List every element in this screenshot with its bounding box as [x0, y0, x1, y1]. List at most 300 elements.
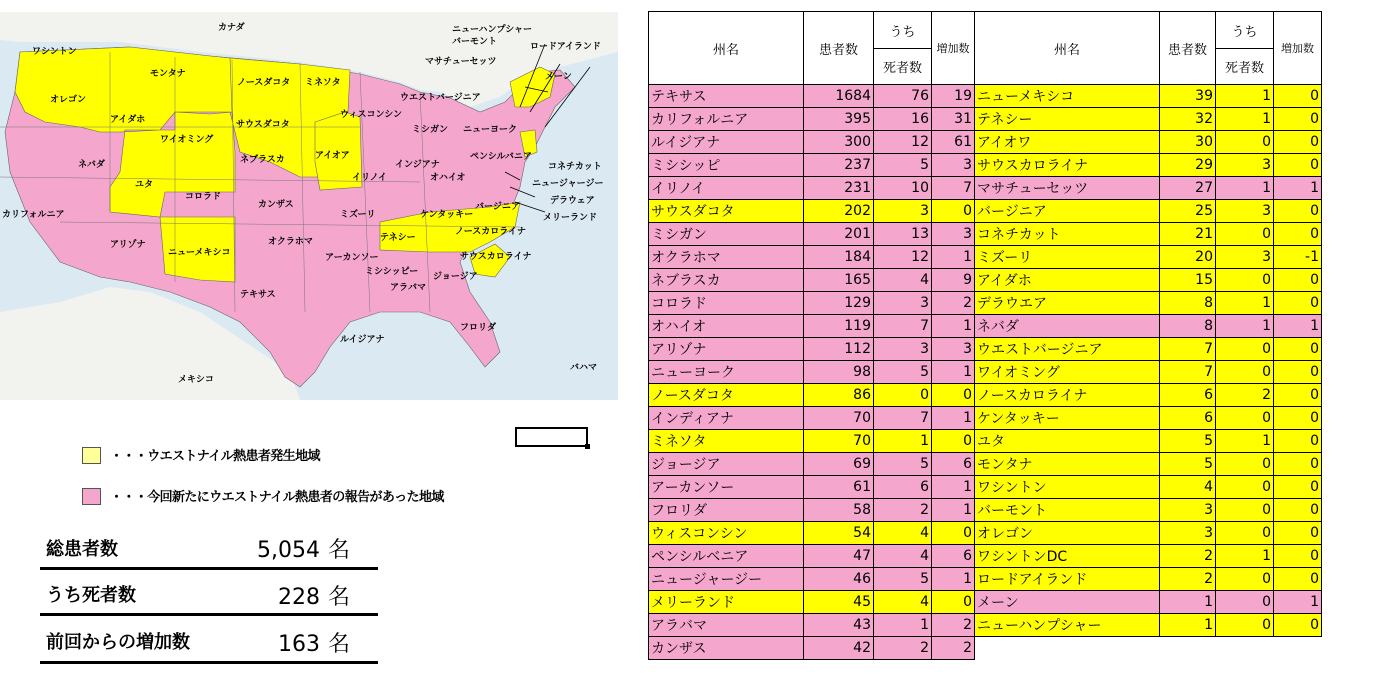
label-vermont: バーモント	[452, 37, 498, 47]
summary-line-3	[40, 661, 378, 664]
right-increase-cell: 1	[1274, 315, 1322, 338]
left-patients-cell: 58	[804, 499, 874, 522]
table-row	[649, 614, 1322, 637]
right-increase-cell: 0	[1274, 292, 1322, 315]
right-increase-cell: 0	[1274, 453, 1322, 476]
empty-box	[515, 427, 588, 447]
left-increase-cell: 1	[932, 315, 975, 338]
left-patients-cell: 119	[804, 315, 874, 338]
right-increase-cell: 0	[1274, 545, 1322, 568]
right-state-cell: サウスカロライナ	[975, 154, 1160, 177]
left-patients-cell: 184	[804, 246, 874, 269]
right-deaths-cell: 1	[1216, 177, 1274, 200]
left-deaths-cell: 7	[874, 407, 932, 430]
right-increase-cell: 0	[1274, 361, 1322, 384]
right-deaths-cell: 1	[1216, 292, 1274, 315]
label-illinois: イリノイ	[352, 173, 387, 183]
summary-total-label: 総患者数	[46, 539, 118, 560]
left-patients-cell: 47	[804, 545, 874, 568]
left-patients-cell: 69	[804, 453, 874, 476]
right-patients-cell: 6	[1160, 407, 1216, 430]
label-oregon: オレゴン	[50, 95, 87, 105]
right-state-cell: ニューメキシコ	[975, 85, 1160, 108]
right-patients-cell: 5	[1160, 430, 1216, 453]
table-row	[649, 568, 1322, 591]
label-ohio: オハイオ	[430, 173, 466, 183]
label-new-york: ニューヨーク	[463, 125, 518, 135]
left-increase-cell: 2	[932, 614, 975, 637]
left-patients-cell: 231	[804, 177, 874, 200]
right-patients-cell: 27	[1160, 177, 1216, 200]
right-deaths-cell: 0	[1216, 453, 1274, 476]
header-increase: 増加数	[932, 12, 975, 85]
right-patients-cell: 5	[1160, 453, 1216, 476]
left-deaths-cell: 4	[874, 269, 932, 292]
right-state-cell: ワイオミング	[975, 361, 1160, 384]
left-increase-cell: 6	[932, 545, 975, 568]
left-patients-cell: 43	[804, 614, 874, 637]
label-minnesota: ミネソタ	[305, 78, 341, 88]
right-deaths-cell: 0	[1216, 568, 1274, 591]
left-deaths-cell: 6	[874, 476, 932, 499]
label-massachusetts: マサチューセッツ	[425, 57, 497, 67]
left-patients-cell: 300	[804, 131, 874, 154]
left-state-cell: イリノイ	[649, 177, 804, 200]
left-increase-cell: 2	[932, 637, 975, 660]
left-increase-cell: 0	[932, 591, 975, 614]
left-state-cell: ジョージア	[649, 453, 804, 476]
label-bahamas: バハマ	[570, 363, 598, 373]
left-deaths-cell: 0	[874, 384, 932, 407]
summary-total-unit: 名	[327, 538, 350, 563]
label-alabama: アラバマ	[390, 283, 427, 293]
table-body	[649, 85, 1322, 660]
label-louisiana: ルイジアナ	[340, 335, 385, 345]
right-patients-cell: 21	[1160, 223, 1216, 246]
right-state-cell: コネチカット	[975, 223, 1160, 246]
right-patients-cell: 7	[1160, 338, 1216, 361]
right-state-cell: アイダホ	[975, 269, 1160, 292]
table-row	[649, 223, 1322, 246]
summary-increase-label: 前回からの増加数	[46, 632, 190, 653]
left-state-cell: コロラド	[649, 292, 804, 315]
summary-deaths-value	[240, 580, 350, 611]
label-north-dakota: ノースダコタ	[237, 78, 291, 88]
left-state-cell: ペンシルベニア	[649, 545, 804, 568]
left-patients-cell: 70	[804, 430, 874, 453]
right-deaths-cell: 1	[1216, 85, 1274, 108]
label-pennsylvania: ペンシルバニア	[470, 152, 532, 162]
left-state-cell: アリゾナ	[649, 338, 804, 361]
right-increase-cell: 0	[1274, 499, 1322, 522]
left-deaths-cell: 16	[874, 108, 932, 131]
left-patients-cell: 165	[804, 269, 874, 292]
empty-cell	[1160, 637, 1216, 660]
cases-table	[648, 11, 1322, 660]
label-georgia: ジョージア	[433, 272, 478, 282]
right-patients-cell: 8	[1160, 292, 1216, 315]
left-increase-cell: 1	[932, 246, 975, 269]
right-patients-cell: 4	[1160, 476, 1216, 499]
left-patients-cell: 45	[804, 591, 874, 614]
left-increase-cell: 19	[932, 85, 975, 108]
right-patients-cell: 3	[1160, 499, 1216, 522]
right-deaths-cell: 0	[1216, 499, 1274, 522]
right-state-cell: バーモント	[975, 499, 1160, 522]
summary-increase-value	[240, 627, 350, 658]
label-indiana: インジアナ	[395, 160, 440, 170]
right-state-cell: ユタ	[975, 430, 1160, 453]
label-colorado: コロラド	[185, 192, 222, 202]
legend-swatch-reported	[82, 447, 101, 464]
left-state-cell: アラバマ	[649, 614, 804, 637]
table-row	[649, 108, 1322, 131]
left-increase-cell: 31	[932, 108, 975, 131]
table-row	[649, 154, 1322, 177]
right-deaths-cell: 3	[1216, 246, 1274, 269]
label-delaware: デラウェア	[550, 196, 595, 206]
label-maryland: メリーランド	[543, 213, 598, 223]
right-increase-cell: 0	[1274, 476, 1322, 499]
summary-total-value	[240, 533, 350, 564]
legend-reported-text: ・・・ウエストナイル熱患者発生地域	[110, 449, 320, 464]
table-row	[649, 637, 1322, 660]
summary-deaths-number: 228	[277, 585, 320, 610]
left-increase-cell: 3	[932, 154, 975, 177]
right-patients-cell: 1	[1160, 591, 1216, 614]
left-deaths-cell: 12	[874, 246, 932, 269]
label-south-dakota: サウスダコタ	[236, 120, 290, 130]
table-row	[649, 177, 1322, 200]
right-increase-cell: 0	[1274, 108, 1322, 131]
left-deaths-cell: 5	[874, 154, 932, 177]
us-map	[0, 12, 618, 400]
right-patients-cell: 6	[1160, 384, 1216, 407]
right-state-cell: ワシントンDC	[975, 545, 1160, 568]
right-deaths-cell: 0	[1216, 269, 1274, 292]
label-idaho: アイダホ	[110, 115, 146, 125]
left-deaths-cell: 4	[874, 522, 932, 545]
right-deaths-cell: 0	[1216, 131, 1274, 154]
table-row	[649, 338, 1322, 361]
left-increase-cell: 1	[932, 361, 975, 384]
left-increase-cell: 0	[932, 430, 975, 453]
table-row	[649, 522, 1322, 545]
right-deaths-cell: 1	[1216, 315, 1274, 338]
legend-swatch-new	[82, 488, 101, 505]
label-virginia: バージニア	[475, 202, 520, 212]
right-deaths-cell: 0	[1216, 591, 1274, 614]
label-kansas: カンザス	[258, 200, 294, 210]
left-state-cell: フロリダ	[649, 499, 804, 522]
left-increase-cell: 0	[932, 200, 975, 223]
right-state-cell: マサチューセッツ	[975, 177, 1160, 200]
right-patients-cell: 2	[1160, 568, 1216, 591]
right-patients-cell: 32	[1160, 108, 1216, 131]
summary-total-number: 5,054	[257, 538, 320, 563]
left-state-cell: ニュージャージー	[649, 568, 804, 591]
table-row	[649, 591, 1322, 614]
left-increase-cell: 9	[932, 269, 975, 292]
table-row	[649, 384, 1322, 407]
right-increase-cell: 0	[1274, 384, 1322, 407]
right-increase-cell: 0	[1274, 85, 1322, 108]
left-patients-cell: 202	[804, 200, 874, 223]
left-patients-cell: 201	[804, 223, 874, 246]
left-increase-cell: 2	[932, 292, 975, 315]
left-state-cell: ネブラスカ	[649, 269, 804, 292]
left-patients-cell: 129	[804, 292, 874, 315]
left-deaths-cell: 10	[874, 177, 932, 200]
right-patients-cell: 8	[1160, 315, 1216, 338]
left-patients-cell: 61	[804, 476, 874, 499]
right-deaths-cell: 3	[1216, 200, 1274, 223]
right-increase-cell: 1	[1274, 177, 1322, 200]
left-deaths-cell: 1	[874, 614, 932, 637]
label-arizona: アリゾナ	[110, 240, 146, 250]
label-oklahoma: オクラホマ	[268, 237, 313, 247]
header-deaths-2: 死者数	[1216, 49, 1274, 85]
left-deaths-cell: 1	[874, 430, 932, 453]
left-patients-cell: 395	[804, 108, 874, 131]
left-patients-cell: 86	[804, 384, 874, 407]
table-row	[649, 131, 1322, 154]
header-patients: 患者数	[804, 12, 874, 85]
right-patients-cell: 2	[1160, 545, 1216, 568]
label-nevada: ネバダ	[78, 160, 105, 170]
left-deaths-cell: 5	[874, 453, 932, 476]
label-rhode-island: ロードアイランド	[530, 42, 601, 52]
right-state-cell: テネシー	[975, 108, 1160, 131]
right-increase-cell: 0	[1274, 269, 1322, 292]
right-state-cell: ミズーリ	[975, 246, 1160, 269]
left-state-cell: メリーランド	[649, 591, 804, 614]
right-patients-cell: 25	[1160, 200, 1216, 223]
table-row	[649, 246, 1322, 269]
right-state-cell: メーン	[975, 591, 1160, 614]
table-row	[649, 85, 1322, 108]
left-state-cell: ニューヨーク	[649, 361, 804, 384]
left-deaths-cell: 2	[874, 637, 932, 660]
legend-new-text: ・・・今回新たにウエストナイル熱患者の報告があった地域	[110, 490, 444, 505]
left-patients-cell: 98	[804, 361, 874, 384]
label-iowa: アイオア	[315, 151, 350, 161]
left-deaths-cell: 12	[874, 131, 932, 154]
right-deaths-cell: 3	[1216, 154, 1274, 177]
label-new-jersey: ニュージャージー	[532, 179, 604, 189]
right-increase-cell: 0	[1274, 154, 1322, 177]
left-state-cell: ミシシッピ	[649, 154, 804, 177]
table-row	[649, 269, 1322, 292]
right-deaths-cell: 2	[1216, 384, 1274, 407]
right-increase-cell: 0	[1274, 568, 1322, 591]
right-state-cell: モンタナ	[975, 453, 1160, 476]
label-mississippi: ミシシッピー	[365, 267, 419, 277]
left-increase-cell: 61	[932, 131, 975, 154]
left-increase-cell: 3	[932, 338, 975, 361]
right-patients-cell: 30	[1160, 131, 1216, 154]
empty-cell	[975, 637, 1160, 660]
left-deaths-cell: 4	[874, 545, 932, 568]
label-connecticut: コネチカット	[548, 162, 602, 172]
label-texas: テキサス	[240, 290, 276, 300]
label-florida: フロリダ	[460, 323, 497, 333]
right-state-cell: デラウエア	[975, 292, 1160, 315]
left-state-cell: インディアナ	[649, 407, 804, 430]
left-patients-cell: 112	[804, 338, 874, 361]
label-california: カリフォルニア	[2, 210, 65, 220]
label-tennessee: テネシー	[380, 233, 416, 243]
table-row	[649, 315, 1322, 338]
left-deaths-cell: 13	[874, 223, 932, 246]
left-deaths-cell: 3	[874, 338, 932, 361]
left-increase-cell: 0	[932, 522, 975, 545]
right-increase-cell: 0	[1274, 614, 1322, 637]
right-increase-cell: -1	[1274, 246, 1322, 269]
label-wyoming: ワイオミング	[160, 135, 214, 145]
header-state-2: 州名	[975, 12, 1160, 85]
summary-deaths-label: うち死者数	[46, 585, 136, 606]
right-deaths-cell: 1	[1216, 545, 1274, 568]
left-deaths-cell: 3	[874, 292, 932, 315]
label-mexico: メキシコ	[178, 375, 214, 385]
summary-line-2	[40, 613, 378, 616]
right-deaths-cell: 0	[1216, 338, 1274, 361]
table-row	[649, 476, 1322, 499]
empty-cell	[1274, 637, 1322, 660]
table-row	[649, 430, 1322, 453]
right-state-cell: ネバダ	[975, 315, 1160, 338]
right-increase-cell: 0	[1274, 407, 1322, 430]
right-patients-cell: 29	[1160, 154, 1216, 177]
right-state-cell: ウエストバージニア	[975, 338, 1160, 361]
right-increase-cell: 0	[1274, 200, 1322, 223]
label-missouri: ミズーリ	[340, 210, 376, 220]
table-row	[649, 200, 1322, 223]
left-increase-cell: 7	[932, 177, 975, 200]
left-state-cell: アーカンソー	[649, 476, 804, 499]
right-patients-cell: 1	[1160, 614, 1216, 637]
label-west-virginia: ウエストバージニア	[400, 93, 481, 103]
left-state-cell: ウィスコンシン	[649, 522, 804, 545]
summary-increase-number: 163	[277, 632, 320, 657]
left-deaths-cell: 5	[874, 568, 932, 591]
right-patients-cell: 20	[1160, 246, 1216, 269]
left-state-cell: テキサス	[649, 85, 804, 108]
header-increase-2: 増加数	[1274, 12, 1322, 85]
label-south-carolina: サウスカロライナ	[460, 252, 532, 262]
table-row	[649, 361, 1322, 384]
table-header	[649, 12, 1322, 85]
left-increase-cell: 1	[932, 499, 975, 522]
left-deaths-cell: 2	[874, 499, 932, 522]
label-maine: メーン	[545, 72, 572, 82]
right-patients-cell: 7	[1160, 361, 1216, 384]
right-deaths-cell: 1	[1216, 430, 1274, 453]
empty-cell	[1216, 637, 1274, 660]
left-deaths-cell: 5	[874, 361, 932, 384]
left-patients-cell: 42	[804, 637, 874, 660]
left-deaths-cell: 3	[874, 200, 932, 223]
right-increase-cell: 1	[1274, 591, 1322, 614]
right-increase-cell: 0	[1274, 338, 1322, 361]
right-state-cell: オレゴン	[975, 522, 1160, 545]
table-row	[649, 499, 1322, 522]
table-row	[649, 545, 1322, 568]
left-increase-cell: 1	[932, 407, 975, 430]
right-increase-cell: 0	[1274, 223, 1322, 246]
left-increase-cell: 6	[932, 453, 975, 476]
right-state-cell: ノースカロライナ	[975, 384, 1160, 407]
right-state-cell: ロードアイランド	[975, 568, 1160, 591]
right-deaths-cell: 1	[1216, 108, 1274, 131]
left-increase-cell: 0	[932, 384, 975, 407]
right-patients-cell: 15	[1160, 269, 1216, 292]
right-increase-cell: 0	[1274, 131, 1322, 154]
header-of-which-2: うち	[1216, 12, 1274, 49]
right-state-cell: ニューハンプシャー	[975, 614, 1160, 637]
right-patients-cell: 39	[1160, 85, 1216, 108]
label-washington: ワシントン	[32, 47, 77, 57]
right-deaths-cell: 0	[1216, 522, 1274, 545]
left-patients-cell: 54	[804, 522, 874, 545]
summary-deaths-unit: 名	[327, 585, 350, 610]
label-kentucky: ケンタッキー	[420, 210, 474, 220]
right-state-cell: アイオワ	[975, 131, 1160, 154]
label-montana: モンタナ	[150, 69, 186, 79]
right-deaths-cell: 0	[1216, 223, 1274, 246]
left-patients-cell: 237	[804, 154, 874, 177]
right-increase-cell: 0	[1274, 430, 1322, 453]
left-deaths-cell: 76	[874, 85, 932, 108]
right-patients-cell: 3	[1160, 522, 1216, 545]
left-state-cell: オクラホマ	[649, 246, 804, 269]
label-wisconsin: ウィスコンシン	[340, 110, 403, 120]
table-row	[649, 407, 1322, 430]
label-arkansas: アーカンソー	[325, 253, 379, 263]
left-patients-cell: 46	[804, 568, 874, 591]
left-state-cell: サウスダコタ	[649, 200, 804, 223]
summary-line-1	[40, 567, 378, 570]
label-north-carolina: ノースカロライナ	[455, 227, 527, 237]
left-increase-cell: 3	[932, 223, 975, 246]
left-deaths-cell: 4	[874, 591, 932, 614]
label-michigan: ミシガン	[412, 125, 449, 135]
table-row	[649, 292, 1322, 315]
left-state-cell: ルイジアナ	[649, 131, 804, 154]
right-increase-cell: 0	[1274, 522, 1322, 545]
label-nebraska: ネブラスカ	[240, 155, 285, 165]
header-patients-2: 患者数	[1160, 12, 1216, 85]
label-new-mexico: ニューメキシコ	[168, 248, 231, 258]
left-state-cell: ミネソタ	[649, 430, 804, 453]
right-state-cell: バージニア	[975, 200, 1160, 223]
left-state-cell: ミシガン	[649, 223, 804, 246]
left-state-cell: オハイオ	[649, 315, 804, 338]
right-state-cell: ケンタッキー	[975, 407, 1160, 430]
left-state-cell: カリフォルニア	[649, 108, 804, 131]
label-new-hampshire: ニューハンプシャー	[452, 25, 533, 35]
label-canada: カナダ	[218, 23, 245, 33]
right-deaths-cell: 0	[1216, 476, 1274, 499]
left-deaths-cell: 7	[874, 315, 932, 338]
header-state: 州名	[649, 12, 804, 85]
left-increase-cell: 1	[932, 568, 975, 591]
label-utah: ユタ	[135, 180, 154, 190]
left-state-cell: カンザス	[649, 637, 804, 660]
right-deaths-cell: 0	[1216, 361, 1274, 384]
left-increase-cell: 1	[932, 476, 975, 499]
